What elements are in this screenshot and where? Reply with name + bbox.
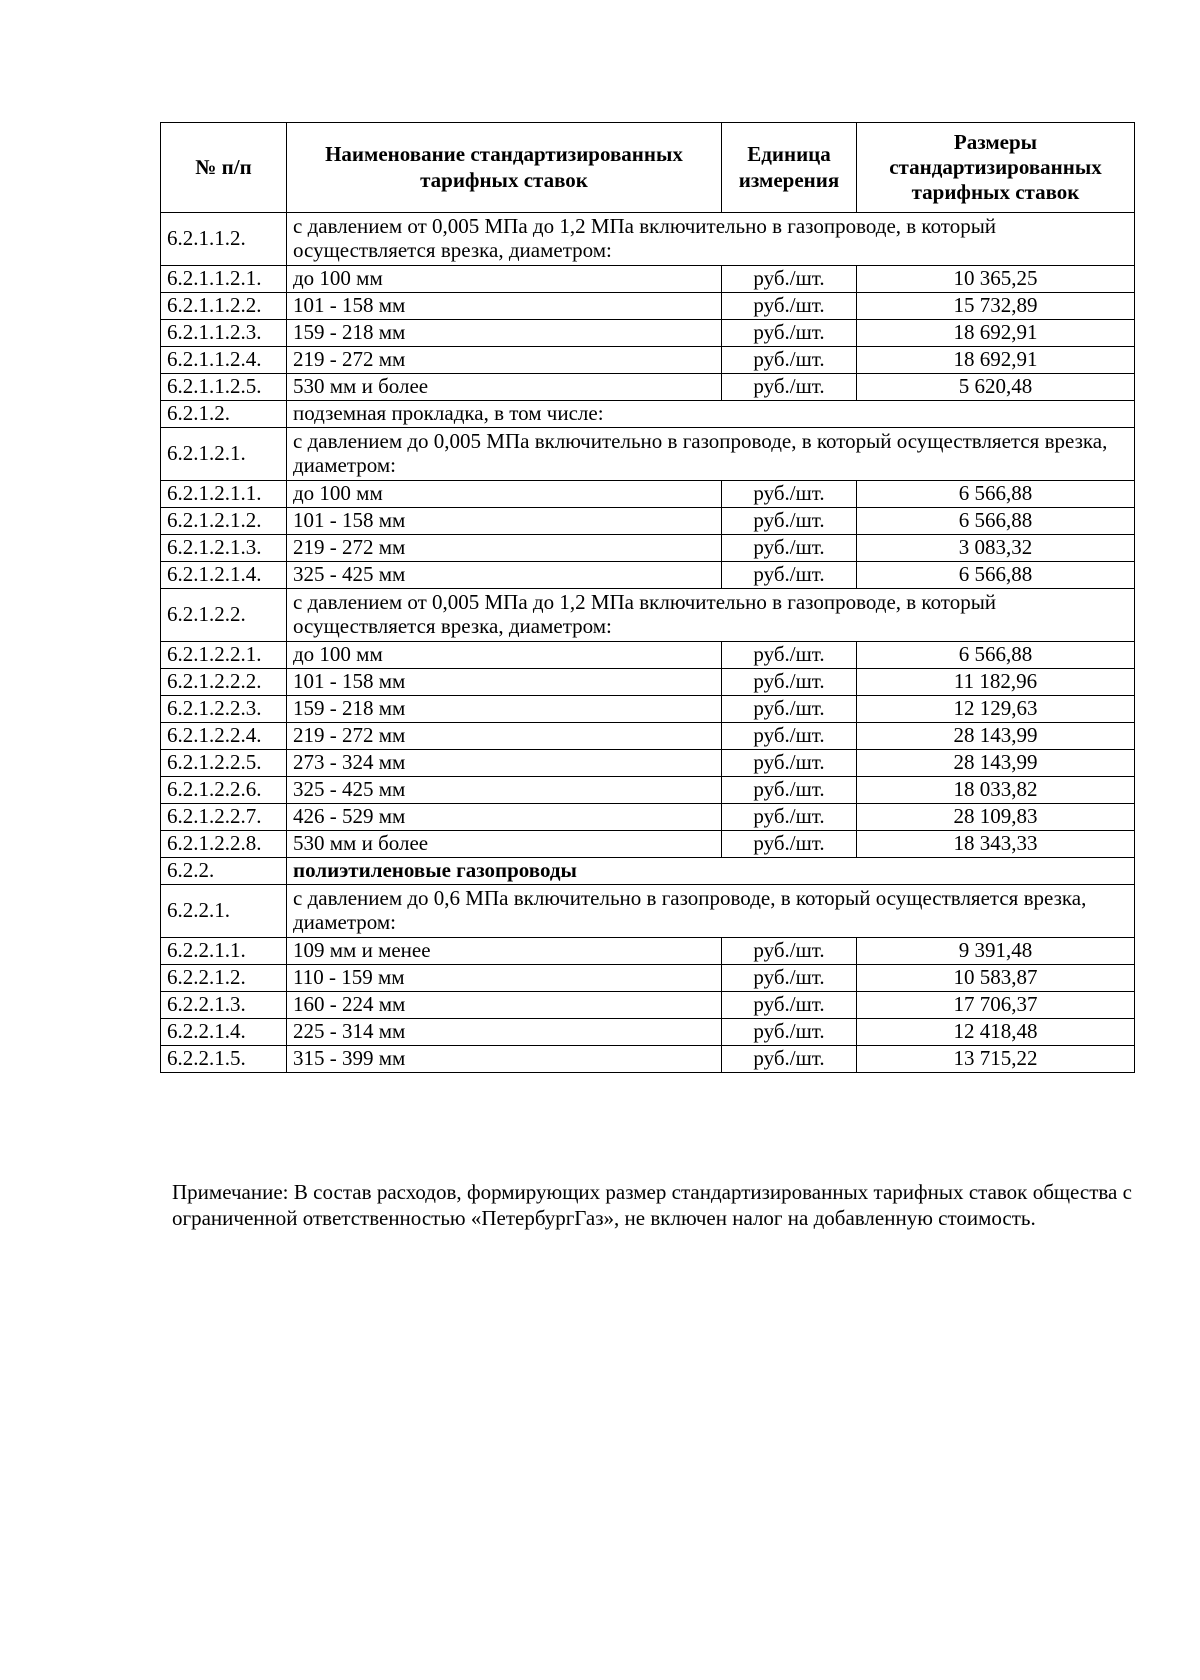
- row-number: 6.2.1.2.2.4.: [161, 723, 287, 750]
- row-number: 6.2.1.1.2.5.: [161, 374, 287, 401]
- row-number: 6.2.2.1.1.: [161, 938, 287, 965]
- row-number: 6.2.2.1.2.: [161, 965, 287, 992]
- row-value: 3 083,32: [857, 535, 1135, 562]
- footnote: Примечание: В состав расходов, формирующих размер стандартизированных тарифных ставок общества с ограниченной ответственностью «ПетербургГаз», не включен налог на добавленную стоимость.: [172, 1180, 1132, 1231]
- row-name: 159 - 218 мм: [287, 696, 722, 723]
- table-row: [161, 965, 1135, 992]
- table-row: [161, 696, 1135, 723]
- row-unit: руб./шт.: [722, 347, 857, 374]
- table-row: [161, 266, 1135, 293]
- row-unit: руб./шт.: [722, 1019, 857, 1046]
- table-row: [161, 992, 1135, 1019]
- section-title: с давлением от 0,005 МПа до 1,2 МПа включительно в газопроводе, в который осуществляется врезка, диаметром:: [287, 213, 1135, 266]
- row-number: 6.2.1.2.2.5.: [161, 750, 287, 777]
- row-unit: руб./шт.: [722, 508, 857, 535]
- row-number: 6.2.1.2.1.1.: [161, 481, 287, 508]
- row-number: 6.2.2.1.4.: [161, 1019, 287, 1046]
- row-name: 325 - 425 мм: [287, 777, 722, 804]
- row-unit: руб./шт.: [722, 938, 857, 965]
- section-row: [161, 858, 1135, 885]
- tariff-table: [160, 122, 1135, 1073]
- row-value: 28 143,99: [857, 723, 1135, 750]
- row-name: 219 - 272 мм: [287, 535, 722, 562]
- table-row: [161, 320, 1135, 347]
- table-row: [161, 642, 1135, 669]
- row-number: 6.2.1.2.2.1.: [161, 642, 287, 669]
- row-name: 109 мм и менее: [287, 938, 722, 965]
- row-unit: руб./шт.: [722, 723, 857, 750]
- table-row: [161, 750, 1135, 777]
- section-title: полиэтиленовые газопроводы: [287, 858, 1135, 885]
- row-name: 219 - 272 мм: [287, 347, 722, 374]
- table-row: [161, 723, 1135, 750]
- row-name: 273 - 324 мм: [287, 750, 722, 777]
- section-title: с давлением до 0,6 МПа включительно в газопроводе, в который осуществляется врезка, диаметром:: [287, 885, 1135, 938]
- section-title: с давлением до 0,005 МПа включительно в газопроводе, в который осуществляется врезка, диаметром:: [287, 428, 1135, 481]
- table-row: [161, 777, 1135, 804]
- row-unit: руб./шт.: [722, 777, 857, 804]
- row-value: 15 732,89: [857, 293, 1135, 320]
- table-row: [161, 293, 1135, 320]
- row-value: 10 365,25: [857, 266, 1135, 293]
- row-value: 12 129,63: [857, 696, 1135, 723]
- row-number: 6.2.1.2.2.6.: [161, 777, 287, 804]
- row-value: 17 706,37: [857, 992, 1135, 1019]
- row-name: 426 - 529 мм: [287, 804, 722, 831]
- row-value: 18 033,82: [857, 777, 1135, 804]
- row-name: до 100 мм: [287, 481, 722, 508]
- section-row: [161, 885, 1135, 938]
- row-name: 315 - 399 мм: [287, 1046, 722, 1073]
- table-row: [161, 804, 1135, 831]
- row-unit: руб./шт.: [722, 535, 857, 562]
- row-unit: руб./шт.: [722, 320, 857, 347]
- row-value: 6 566,88: [857, 642, 1135, 669]
- section-row: [161, 401, 1135, 428]
- row-unit: руб./шт.: [722, 669, 857, 696]
- row-number: 6.2.1.2.1.4.: [161, 562, 287, 589]
- table-row: [161, 347, 1135, 374]
- section-row: [161, 589, 1135, 642]
- row-number: 6.2.2.1.: [161, 885, 287, 938]
- row-name: 101 - 158 мм: [287, 508, 722, 535]
- row-number: 6.2.1.1.2.4.: [161, 347, 287, 374]
- section-row: [161, 428, 1135, 481]
- row-value: 6 566,88: [857, 481, 1135, 508]
- row-number: 6.2.1.2.2.: [161, 589, 287, 642]
- table-row: [161, 535, 1135, 562]
- row-value: 10 583,87: [857, 965, 1135, 992]
- row-value: 5 620,48: [857, 374, 1135, 401]
- row-name: 159 - 218 мм: [287, 320, 722, 347]
- row-name: 325 - 425 мм: [287, 562, 722, 589]
- section-row: [161, 213, 1135, 266]
- row-value: 6 566,88: [857, 508, 1135, 535]
- row-name: 219 - 272 мм: [287, 723, 722, 750]
- row-number: 6.2.2.1.5.: [161, 1046, 287, 1073]
- row-number: 6.2.1.2.: [161, 401, 287, 428]
- row-value: 12 418,48: [857, 1019, 1135, 1046]
- row-unit: руб./шт.: [722, 481, 857, 508]
- table-row: [161, 374, 1135, 401]
- header-number: № п/п: [161, 123, 287, 213]
- row-unit: руб./шт.: [722, 965, 857, 992]
- row-name: до 100 мм: [287, 266, 722, 293]
- table-row: [161, 938, 1135, 965]
- row-name: 530 мм и более: [287, 831, 722, 858]
- row-unit: руб./шт.: [722, 696, 857, 723]
- row-unit: руб./шт.: [722, 293, 857, 320]
- table-row: [161, 1046, 1135, 1073]
- row-value: 9 391,48: [857, 938, 1135, 965]
- row-number: 6.2.2.: [161, 858, 287, 885]
- table-row: [161, 831, 1135, 858]
- table-row: [161, 562, 1135, 589]
- row-value: 18 692,91: [857, 320, 1135, 347]
- row-unit: руб./шт.: [722, 562, 857, 589]
- row-name: 101 - 158 мм: [287, 669, 722, 696]
- row-number: 6.2.1.2.2.7.: [161, 804, 287, 831]
- row-value: 6 566,88: [857, 562, 1135, 589]
- row-value: 28 109,83: [857, 804, 1135, 831]
- row-unit: руб./шт.: [722, 1046, 857, 1073]
- table-header-row: [161, 123, 1135, 213]
- row-name: 101 - 158 мм: [287, 293, 722, 320]
- header-unit: Единица измерения: [722, 123, 857, 213]
- row-value: 13 715,22: [857, 1046, 1135, 1073]
- row-unit: руб./шт.: [722, 750, 857, 777]
- row-unit: руб./шт.: [722, 374, 857, 401]
- row-value: 18 692,91: [857, 347, 1135, 374]
- row-name: 160 - 224 мм: [287, 992, 722, 1019]
- table-row: [161, 669, 1135, 696]
- row-number: 6.2.1.2.1.2.: [161, 508, 287, 535]
- row-number: 6.2.1.2.2.3.: [161, 696, 287, 723]
- row-number: 6.2.1.2.2.8.: [161, 831, 287, 858]
- row-number: 6.2.1.1.2.: [161, 213, 287, 266]
- row-value: 18 343,33: [857, 831, 1135, 858]
- table-row: [161, 481, 1135, 508]
- header-value: Размеры стандартизированных тарифных ставок: [857, 123, 1135, 213]
- table-row: [161, 508, 1135, 535]
- row-unit: руб./шт.: [722, 642, 857, 669]
- row-name: 225 - 314 мм: [287, 1019, 722, 1046]
- row-value: 11 182,96: [857, 669, 1135, 696]
- row-name: 110 - 159 мм: [287, 965, 722, 992]
- row-number: 6.2.1.2.2.2.: [161, 669, 287, 696]
- row-number: 6.2.1.1.2.1.: [161, 266, 287, 293]
- row-unit: руб./шт.: [722, 804, 857, 831]
- row-number: 6.2.1.2.1.3.: [161, 535, 287, 562]
- section-title: подземная прокладка, в том числе:: [287, 401, 1135, 428]
- row-unit: руб./шт.: [722, 992, 857, 1019]
- row-unit: руб./шт.: [722, 266, 857, 293]
- row-number: 6.2.1.1.2.3.: [161, 320, 287, 347]
- table-row: [161, 1019, 1135, 1046]
- row-number: 6.2.1.1.2.2.: [161, 293, 287, 320]
- row-name: 530 мм и более: [287, 374, 722, 401]
- row-value: 28 143,99: [857, 750, 1135, 777]
- row-unit: руб./шт.: [722, 831, 857, 858]
- header-name: Наименование стандартизированных тарифных ставок: [287, 123, 722, 213]
- row-name: до 100 мм: [287, 642, 722, 669]
- table-body: [161, 213, 1135, 1073]
- row-number: 6.2.2.1.3.: [161, 992, 287, 1019]
- row-number: 6.2.1.2.1.: [161, 428, 287, 481]
- section-title: с давлением от 0,005 МПа до 1,2 МПа включительно в газопроводе, в который осуществляется врезка, диаметром:: [287, 589, 1135, 642]
